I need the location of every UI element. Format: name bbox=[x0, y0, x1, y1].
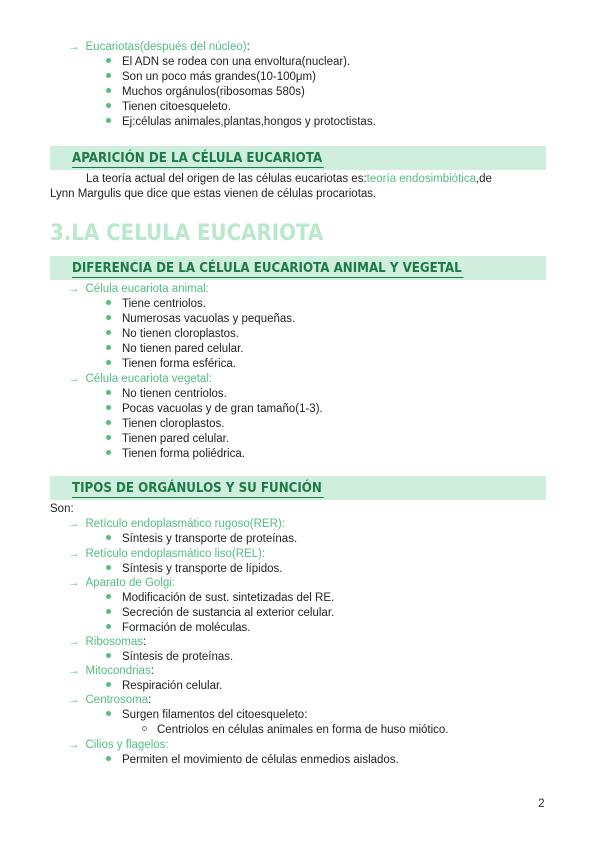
bullet-icon bbox=[106, 609, 111, 614]
list-item: Tienen forma poliédrica. bbox=[106, 447, 245, 462]
list-item: Permiten el movimiento de células enmedios aislados. bbox=[106, 753, 399, 768]
bullet-icon bbox=[106, 450, 111, 455]
list-item: Tienen pared celular. bbox=[106, 432, 229, 447]
arrow-icon: → bbox=[68, 665, 80, 677]
mitocondrias-heading: → Mitocondrias: bbox=[68, 665, 154, 677]
bullet-icon bbox=[106, 315, 111, 320]
bullet-icon bbox=[106, 88, 111, 93]
arrow-icon: → bbox=[68, 41, 80, 53]
arrow-icon: → bbox=[68, 577, 80, 589]
arrow-icon: → bbox=[68, 694, 80, 706]
list-item: Secreción de sustancia al exterior celular. bbox=[106, 606, 334, 621]
rel-heading: → Retículo endoplasmático liso(REL): bbox=[68, 548, 266, 560]
aparicion-paragraph-line1: La teoría actual del origen de las células eucariotas es:teoría endosimbiótica,de bbox=[86, 173, 492, 185]
arrow-icon: → bbox=[68, 283, 80, 295]
section-title-aparicion: APARICIÓN DE LA CÉLULA EUCARIOTA bbox=[72, 150, 323, 166]
golgi-heading: → Aparato de Golgi: bbox=[68, 577, 176, 589]
sub-list-item: Centriolos en células animales en forma de huso miótico. bbox=[142, 723, 448, 738]
page-number: 2 bbox=[538, 796, 545, 810]
bullet-icon bbox=[106, 624, 111, 629]
list-item: Surgen filamentos del citoesqueleto: bbox=[106, 708, 307, 723]
list-item: El ADN se rodea con una envoltura(nuclear). bbox=[106, 55, 350, 70]
list-item: Formación de moléculas. bbox=[106, 621, 250, 636]
list-item: Tienen citoesqueleto. bbox=[106, 100, 231, 115]
arrow-icon: → bbox=[68, 739, 80, 751]
list-item: Ej:células animales,plantas,hongos y protoctistas. bbox=[106, 115, 376, 130]
list-item: No tienen centriolos. bbox=[106, 387, 227, 402]
bullet-icon bbox=[106, 73, 111, 78]
cilios-heading: → Cilios y flagelos: bbox=[68, 739, 169, 751]
list-item: Síntesis de proteínas. bbox=[106, 650, 233, 665]
chapter-title: 3.LA CELULA EUCARIOTA bbox=[50, 221, 324, 246]
list-item: Modificación de sust. sintetizadas del RE. bbox=[106, 591, 334, 606]
list-item: Muchos orgánulos(ribosomas 580s) bbox=[106, 85, 305, 100]
animal-heading: → Célula eucariota animal: bbox=[68, 283, 209, 295]
bullet-icon bbox=[106, 360, 111, 365]
arrow-icon: → bbox=[68, 373, 80, 385]
bullet-icon bbox=[106, 756, 111, 761]
ribosomas-heading: → Ribosomas: bbox=[68, 636, 147, 648]
list-item: Tienen cloroplastos. bbox=[106, 417, 225, 432]
bullet-icon bbox=[106, 390, 111, 395]
list-item: Tiene centriolos. bbox=[106, 297, 206, 312]
bullet-icon bbox=[106, 405, 111, 410]
bullet-icon bbox=[106, 330, 111, 335]
list-item: Síntesis y transporte de proteínas. bbox=[106, 532, 297, 547]
list-item: Numerosas vacuolas y pequeñas. bbox=[106, 312, 295, 327]
hollow-bullet-icon bbox=[142, 726, 147, 731]
vegetal-heading: → Célula eucariota vegetal: bbox=[68, 373, 213, 385]
bullet-icon bbox=[106, 420, 111, 425]
arrow-icon: → bbox=[68, 548, 80, 560]
centrosoma-heading: → Centrosoma: bbox=[68, 694, 152, 706]
eucariotas-heading: → Eucariotas(después del núcleo): bbox=[68, 41, 250, 53]
list-item: No tienen pared celular. bbox=[106, 342, 243, 357]
bullet-icon bbox=[106, 594, 111, 599]
arrow-icon: → bbox=[68, 636, 80, 648]
bullet-icon bbox=[106, 300, 111, 305]
list-item: Pocas vacuolas y de gran tamaño(1-3). bbox=[106, 402, 323, 417]
list-item: Tienen forma esférica. bbox=[106, 357, 236, 372]
bullet-icon bbox=[106, 345, 111, 350]
bullet-icon bbox=[106, 711, 111, 716]
bullet-icon bbox=[106, 103, 111, 108]
arrow-icon: → bbox=[68, 518, 80, 530]
list-item: No tienen cloroplastos. bbox=[106, 327, 239, 342]
list-item: Respiración celular. bbox=[106, 679, 222, 694]
section-title-organulos: TIPOS DE ORGÁNULOS Y SU FUNCIÓN bbox=[72, 480, 322, 496]
bullet-icon bbox=[106, 565, 111, 570]
bullet-icon bbox=[106, 653, 111, 658]
section-title-diferencia: DIFERENCIA DE LA CÉLULA EUCARIOTA ANIMAL Y VEGETAL bbox=[72, 260, 462, 276]
bullet-icon bbox=[106, 535, 111, 540]
aparicion-paragraph-line2: Lynn Margulis que dice que estas vienen de células procariotas. bbox=[50, 188, 377, 200]
rer-heading: → Retículo endoplasmático rugoso(RER): bbox=[68, 518, 285, 530]
bullet-icon bbox=[106, 682, 111, 687]
list-item: Son un poco más grandes(10-100μm) bbox=[106, 70, 316, 85]
organulos-intro: Son: bbox=[50, 503, 74, 515]
bullet-icon bbox=[106, 435, 111, 440]
bullet-icon bbox=[106, 118, 111, 123]
bullet-icon bbox=[106, 58, 111, 63]
list-item: Síntesis y transporte de lípidos. bbox=[106, 562, 282, 577]
